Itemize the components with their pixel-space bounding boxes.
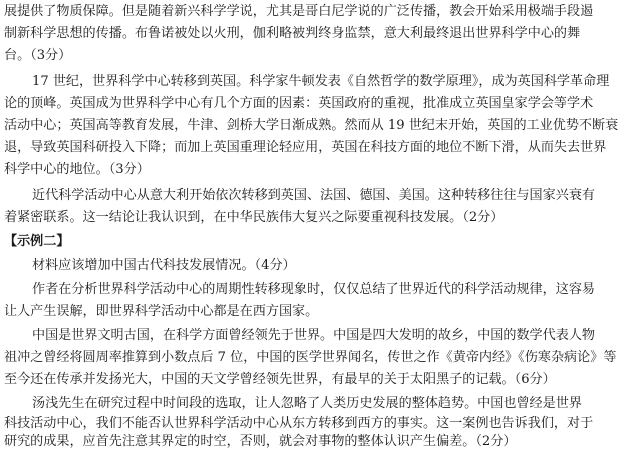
text-line: 科学中心的地位。（3分） (4, 162, 150, 177)
text-line: 让人产生误解，即世界科学活动中心都是在西方国家。 (4, 304, 319, 319)
text-line: 17 世纪，世界科学中心转移到英国。科学家牛顿发表《自然哲学的数学原理》，成为英国科学革命理 (32, 74, 610, 89)
text-line: 中国是世界文明古国，在科学方面曾经领先于世界。中国是四大发明的故乡，中国的数学代表人物 (32, 328, 596, 343)
text-line: 台。（3分） (4, 48, 72, 63)
text-line: 汤浅先生在研究过程中时间段的选取，让人忽略了人类历史发展的整体趋势。中国也曾经是世界 (32, 396, 582, 411)
text-line: 论的顶峰。英国成为世界科学中心有几个方面的因素：英国政府的重视，批准成立英国皇家学会等学术 (4, 96, 594, 111)
text-line: 祖冲之曾经将圆周率推算到小数点后 7 位，中国的医学世界闻名，传世之作《黄帝内经》《伤寒杂病论》等 (4, 350, 617, 365)
text-line: 着紧密联系。这一结论让我认识到，在中华民族伟大复兴之际要重视科技发展。（2分） (4, 210, 504, 225)
text-line: 研究的成果，应首先注意其界定的时空，否则，就会对事物的整体认识产生偏差。（2分） (4, 434, 517, 449)
section-heading: 【示例二】 (4, 234, 70, 249)
text-line: 近代科学活动中心从意大利开始依次转移到英国、法国、德国、美国。这种转移往往与国家兴衰有 (32, 188, 596, 203)
text-line: 至今还在传承并发扬光大，中国的天文学曾经领先世界，有最早的关于太阳黑子的记载。（6分） (4, 372, 556, 387)
text-line: 作者在分析世界科学活动中心的周期性转移现象时，仅仅总结了世界近代的科学活动规律，这容易 (32, 282, 596, 297)
text-line: 展提供了物质保障。但是随着新兴科学学说，尤其是哥白尼学说的广泛传播，教会开始采用极端手段遏 (4, 4, 594, 19)
text-line: 活动中心；英国高等教育发展，牛津、剑桥大学日渐成熟。然而从 19 世纪末开始，英国的工业优势不断衰 (4, 118, 619, 133)
text-line: 科技活动中心，我们不能否认世界科学活动中心从东方转移到西方的事实。这一案例也告诉我们，对于 (4, 416, 594, 431)
text-line: 退，导致英国科研投入下降；而加上英国重理论轻应用，英国在科技方面的地位不断下滑，从而失去世界 (4, 140, 607, 155)
text-line: 材料应该增加中国古代科技发展情况。（4分） (32, 258, 296, 273)
text-line: 制新科学思想的传播。布鲁诺被处以火刑，伽利略被判终身监禁，意大利最终退出世界科学中心的舞 (4, 26, 581, 41)
